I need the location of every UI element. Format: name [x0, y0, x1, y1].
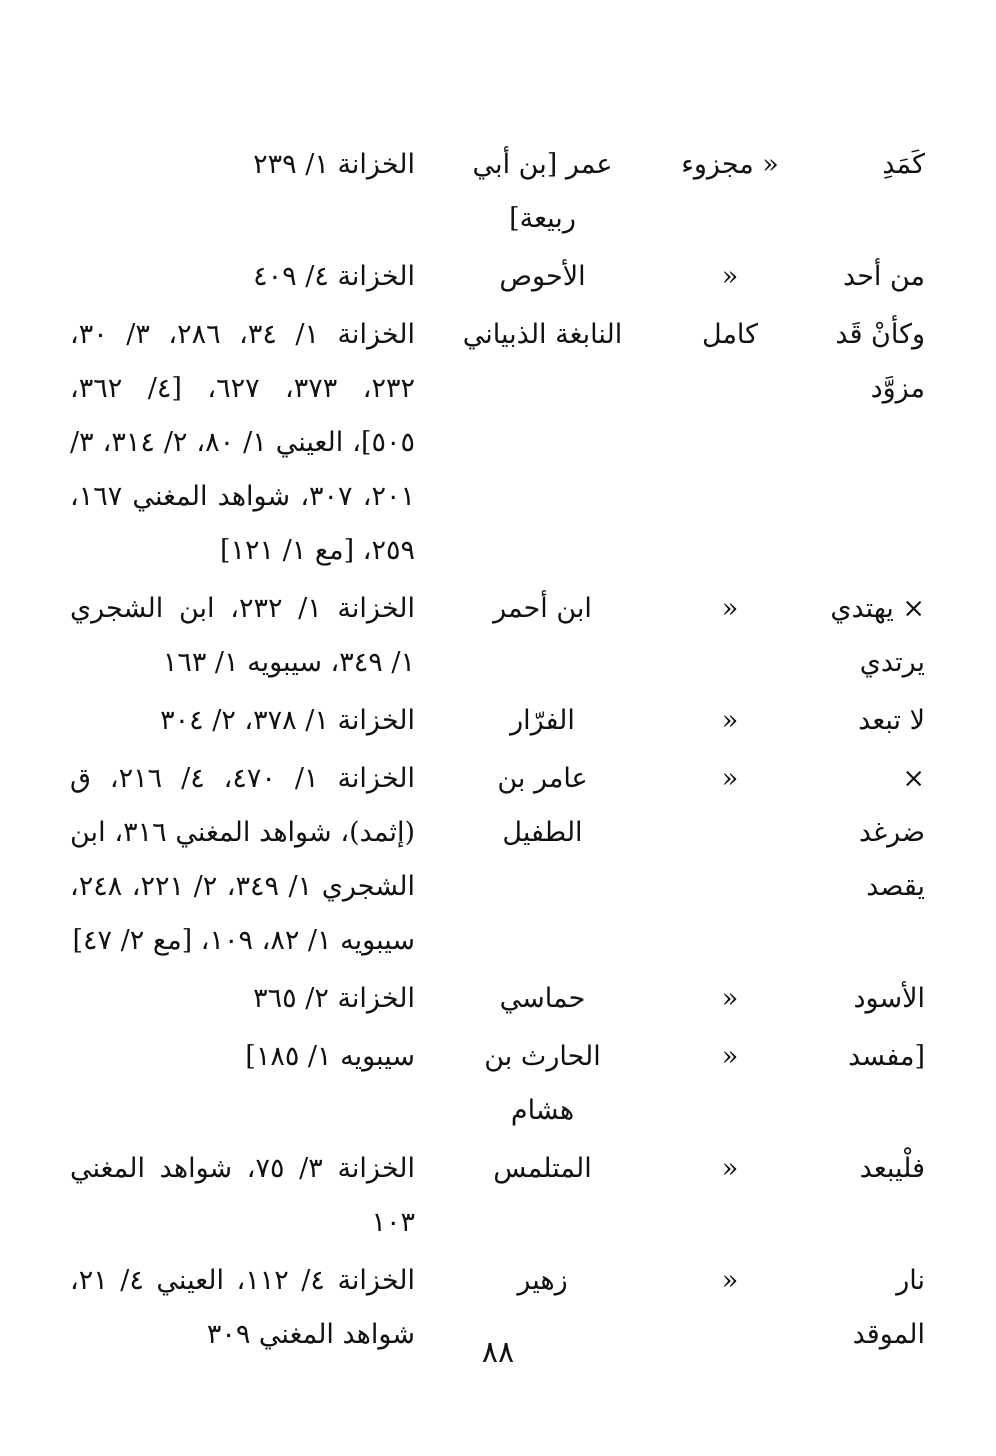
- table-row: [70, 752, 925, 968]
- references: سيبويه ١/ ١٨٥]: [245, 1041, 415, 1072]
- rhyme-word: لا تبعد: [858, 705, 925, 736]
- rhyme-word: كَمَدِ: [882, 149, 925, 180]
- rhyme-word: من أحد: [843, 261, 925, 292]
- poet: النابغة الذبياني: [462, 319, 623, 350]
- table-row: [70, 694, 925, 748]
- table-row: [70, 138, 925, 246]
- poet: الحارث بن هشام: [484, 1041, 601, 1126]
- meter: «: [721, 1265, 739, 1296]
- meter: «: [721, 983, 739, 1014]
- table-row: [70, 1142, 925, 1250]
- rhyme-word: فلْيبعد: [859, 1153, 925, 1184]
- references: الخزانة ٤/ ٤٠٩: [253, 261, 415, 292]
- meter: «: [721, 261, 739, 292]
- references: الخزانة ١/ ٣٤، ٢٨٦، ٣/ ٣٠، ٢٣٢، ٣٧٣، ٦٢٧، [٤/ ٣٦٢، ٥٠٥]، العيني ١/ ٨٠، ٢/ ٣١٤، ٣/ ٢٠١، ٣٠٧، شواهد المغني ١٦٧، ٢٥٩، [مع ١/ ١٢١]: [70, 319, 416, 566]
- references: الخزانة ١/ ٢٣٢، ابن الشجري ١/ ٣٤٩، سيبويه ١/ ١٦٣: [70, 593, 415, 678]
- meter: «: [721, 1153, 739, 1184]
- table-row: [70, 308, 925, 578]
- references: الخزانة ١/ ٢٣٩: [253, 149, 415, 180]
- rhyme-word: × ضرغد يقصد: [858, 763, 925, 902]
- poet: حماسي: [499, 983, 586, 1014]
- references: الخزانة ١/ ٣٧٨، ٢/ ٣٠٤: [160, 705, 415, 736]
- references: الخزانة ٤/ ١١٢، العيني ٤/ ٢١، شواهد المغني ٣٠٩: [70, 1265, 415, 1350]
- poet: عمر [بن أبي ربيعة]: [472, 149, 613, 234]
- rhyme-word: × يهتدي يرتدي: [830, 593, 925, 678]
- poet: الفرّار: [510, 705, 575, 736]
- meter: «: [721, 1041, 739, 1072]
- meter: «: [721, 705, 739, 736]
- table-row: [70, 1030, 925, 1138]
- meter: كامل: [702, 319, 758, 350]
- references: الخزانة ١/ ٤٧٠، ٤/ ٢١٦، ق (إثمد)، شواهد المغني ٣١٦، ابن الشجري ١/ ٣٤٩، ٢/ ٢٢١، ٢٤٨، سيبويه ١/ ٨٢، ١٠٩، [مع ٢/ ٤٧]: [70, 763, 416, 956]
- poet: زهير: [517, 1265, 568, 1296]
- rhyme-word: الأسود: [853, 983, 925, 1014]
- meter: « مجزوء: [681, 149, 779, 180]
- table-row: [70, 582, 925, 690]
- rhyme-word: نار الموقد: [852, 1265, 925, 1350]
- poetry-index-table: [70, 138, 925, 1366]
- poet: ابن أحمر: [493, 593, 592, 624]
- rhyme-word: وكأنْ قَد مزوَّد: [835, 319, 925, 404]
- table-row: [70, 972, 925, 1026]
- meter: «: [721, 593, 739, 624]
- table-row: [70, 250, 925, 304]
- poet: عامر بن الطفيل: [497, 763, 588, 848]
- references: الخزانة ٢/ ٣٦٥: [253, 983, 415, 1014]
- poet: الأحوص: [499, 261, 586, 292]
- rhyme-word: [مفسد: [848, 1041, 925, 1072]
- poet: المتلمس: [493, 1153, 592, 1184]
- references: الخزانة ٣/ ٧٥، شواهد المغني ١٠٣: [70, 1153, 415, 1238]
- meter: «: [721, 763, 739, 794]
- page-number: ٨٨: [481, 1335, 515, 1370]
